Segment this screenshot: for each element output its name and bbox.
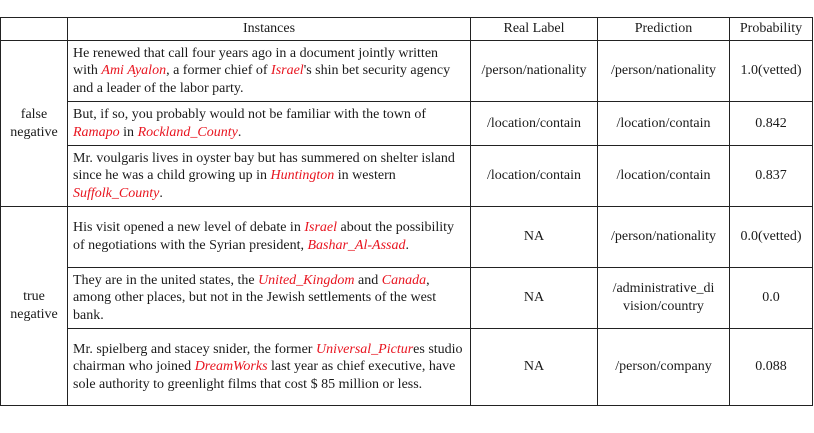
instance-text: , among other places, but not in the Jewish settlements of the west bank. <box>73 272 437 323</box>
real-label-cell: /location/contain <box>471 146 598 207</box>
header-prediction: Prediction <box>598 18 730 41</box>
instance-text: . <box>159 185 163 201</box>
table-row <box>1 41 813 102</box>
prediction-cell: /location/contain <box>598 102 730 146</box>
entity-mention: Israel <box>271 63 304 79</box>
entity-mention: Israel <box>304 220 337 236</box>
entity-mention: DreamWorks <box>194 359 268 375</box>
instance-cell <box>68 41 471 102</box>
instance-cell <box>68 268 471 329</box>
header-instances: Instances <box>68 18 471 41</box>
group-label-line: negative <box>10 307 58 322</box>
header-group <box>1 18 68 41</box>
table-row <box>1 102 813 146</box>
instance-text: They are in the united states, the <box>73 272 259 288</box>
instance-text: He renewed that call four years ago in a document jointly written with <box>73 45 439 79</box>
entity-mention: Canada <box>381 272 427 288</box>
group-label-true-negative <box>1 207 68 406</box>
instance-text: His visit opened a new level of debate in <box>73 220 305 236</box>
instance-cell <box>68 102 471 146</box>
entity-mention: United_Kingdom <box>258 272 355 288</box>
real-label-cell: NA <box>471 329 598 406</box>
group-label-line: false <box>20 106 48 122</box>
prediction-cell: /person/company <box>598 329 730 406</box>
instance-text: . <box>405 238 409 253</box>
entity-mention: Ramapo <box>73 124 120 140</box>
instance-text: Mr. spielberg and stacey snider, the former <box>73 341 316 357</box>
header-row <box>1 18 813 41</box>
probability-cell: 1.0(vetted) <box>730 41 813 102</box>
prediction-cell <box>598 268 730 329</box>
real-label-cell: NA <box>471 207 598 268</box>
instance-cell <box>68 207 471 268</box>
instance-text: es studio chairman who joined <box>73 341 463 375</box>
instance-text: 's shin bet security agency and a leader of the labor party. <box>73 63 451 96</box>
instance-cell <box>68 329 471 406</box>
instance-text: in <box>119 124 138 140</box>
instance-text: But, if so, you probably would not be familiar with the town of <box>73 106 427 122</box>
prediction-cell: /person/nationality <box>598 41 730 102</box>
instance-cell <box>68 146 471 207</box>
entity-mention: Universal_Pictur <box>315 341 414 357</box>
group-label-line: negative <box>10 124 58 140</box>
header-probability: Probability <box>730 18 813 41</box>
entity-mention: Suffolk_County <box>73 185 160 201</box>
instance-text: last year as chief executive, have sole authority to greenlight films that cost $ 85 million or less. <box>73 359 456 392</box>
prediction-line: vision/country <box>623 299 704 314</box>
group-label-line: true <box>23 289 45 305</box>
table-row <box>1 329 813 406</box>
entity-mention: Bashar_Al-Assad <box>307 238 406 253</box>
results-table <box>0 17 813 406</box>
probability-cell: 0.0 <box>730 268 813 329</box>
entity-mention: Rockland_County <box>137 124 238 140</box>
header-real-label: Real Label <box>471 18 598 41</box>
instance-text: . <box>237 124 242 140</box>
entity-mention: Ami Ayalon <box>101 63 167 79</box>
instance-text: in western <box>334 168 396 184</box>
instance-text: about the possibility of negotiations with the Syrian president, <box>73 220 455 253</box>
table-row <box>1 268 813 329</box>
instance-text: and <box>354 272 382 288</box>
instance-text: Mr. voulgaris lives in oyster bay but has summered on shelter island since he was a child growing up in <box>73 150 455 184</box>
prediction-line: /administrative_di <box>612 281 715 297</box>
probability-cell: 0.088 <box>730 329 813 406</box>
instance-text: , a former chief of <box>166 63 272 79</box>
group-label-false-negative <box>1 41 68 207</box>
probability-cell: 0.842 <box>730 102 813 146</box>
table-row <box>1 146 813 207</box>
prediction-cell: /person/nationality <box>598 207 730 268</box>
real-label-cell: /location/contain <box>471 102 598 146</box>
real-label-cell: NA <box>471 268 598 329</box>
entity-mention: Huntington <box>270 168 335 184</box>
prediction-cell: /location/contain <box>598 146 730 207</box>
probability-cell: 0.0(vetted) <box>730 207 813 268</box>
table-row <box>1 207 813 268</box>
probability-cell: 0.837 <box>730 146 813 207</box>
real-label-cell: /person/nationality <box>471 41 598 102</box>
